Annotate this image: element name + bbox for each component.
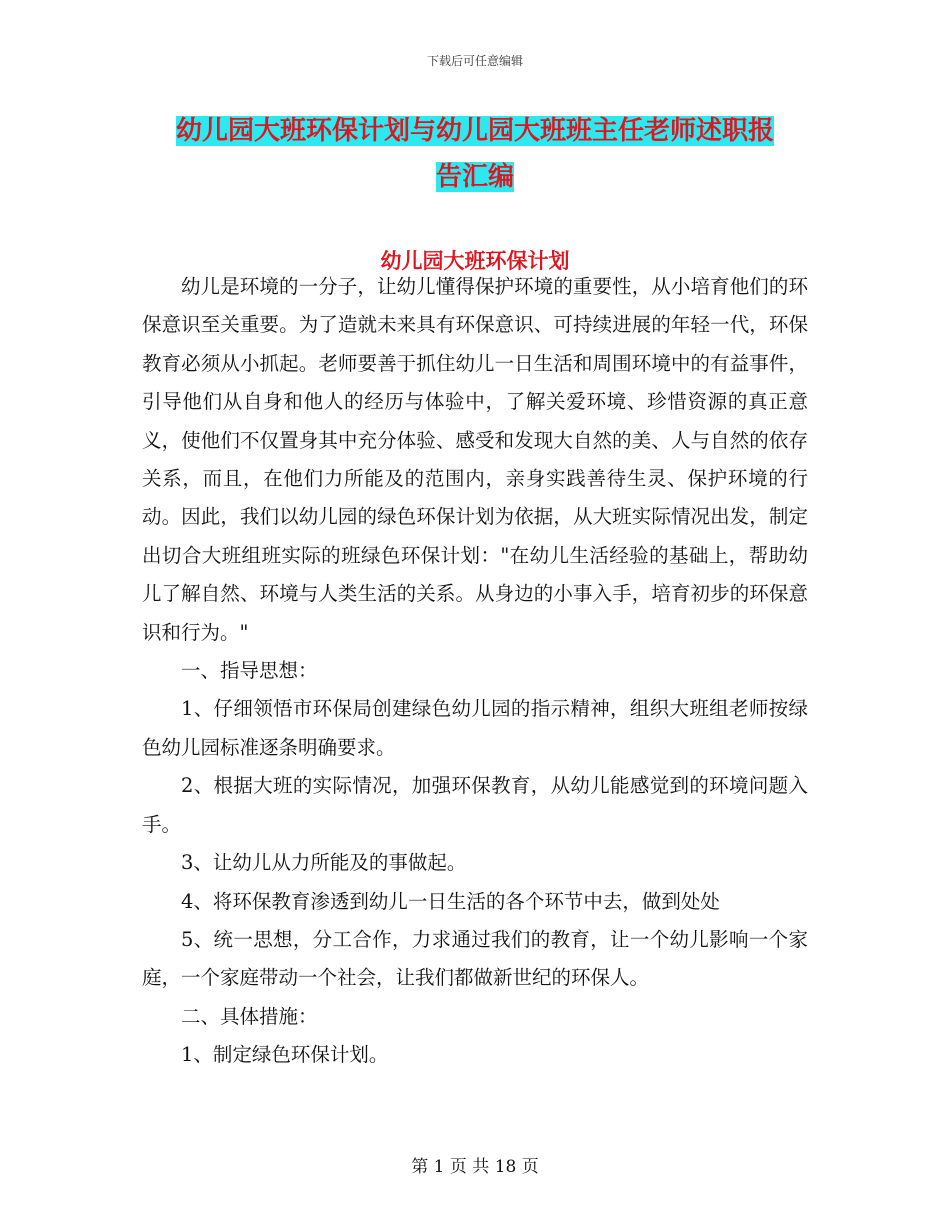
heading-specific-measures: 二、具体措施： — [181, 1004, 318, 1028]
paragraph-intro: 幼儿是环境的一分子，让幼儿懂得保护环境的重要性，从小培育他们的环保意识至关重要。为了造就未来具有环保意识、可持续进展的年轻一代，环保教育必须从小抓起。老师要善于抓住幼儿一日生活和周围环境中的有益事件，引导他们从自身和他人的经历与体验中，了解关爱环境、珍惜资源的真正意义，使他们不仅置身其中充分体验、感受和发现大自然的美、人与自然的依存关系，而且，在他们力所能及的范围内，亲身实践善待生灵、保护环境的行动。因此，我们以幼儿园的绿色环保计划为依据，从大班实际情况出发，制定出切合大班组班实际的班绿色环保计划："在幼儿生活经验的基础上，帮助幼儿了解自然、环境与人类生活的关系。从身边的小事入手，培育初步的环保意识和行为。" — [142, 275, 808, 644]
header-note: 下载后可任意编辑 — [426, 54, 523, 68]
heading-guiding-thought: 一、指导思想： — [181, 659, 318, 683]
document-title-line1: 幼儿园大班环保计划与幼儿园大班班主任老师述职报 — [175, 116, 774, 146]
document-body — [142, 268, 808, 1075]
paragraph-item: 3、让幼儿从力所能及的事做起。 — [181, 851, 467, 875]
document-title — [142, 108, 808, 200]
paragraph-item: 5、统一思想，分工合作，力求通过我们的教育，让一个幼儿影响一个家庭，一个家庭带动一个社会，让我们都做新世纪的环保人。 — [142, 927, 808, 990]
page-footer: 第 1 页 共 18 页 — [411, 1157, 539, 1177]
section-title: 幼儿园大班环保计划 — [380, 249, 570, 273]
paragraph-item: 2、根据大班的实际情况，加强环保教育，从幼儿能感觉到的环境问题入手。 — [142, 774, 808, 836]
paragraph-item: 4、将环保教育渗透到幼儿一日生活的各个环节中去，做到处处 — [181, 889, 720, 913]
paragraph-item: 1、仔细领悟市环保局创建绿色幼儿园的指示精神，组织大班组老师按绿色幼儿园标准逐条明确要求。 — [142, 697, 808, 759]
document-title-line2: 告汇编 — [435, 162, 514, 192]
paragraph-item: 1、制定绿色环保计划。 — [181, 1043, 389, 1067]
